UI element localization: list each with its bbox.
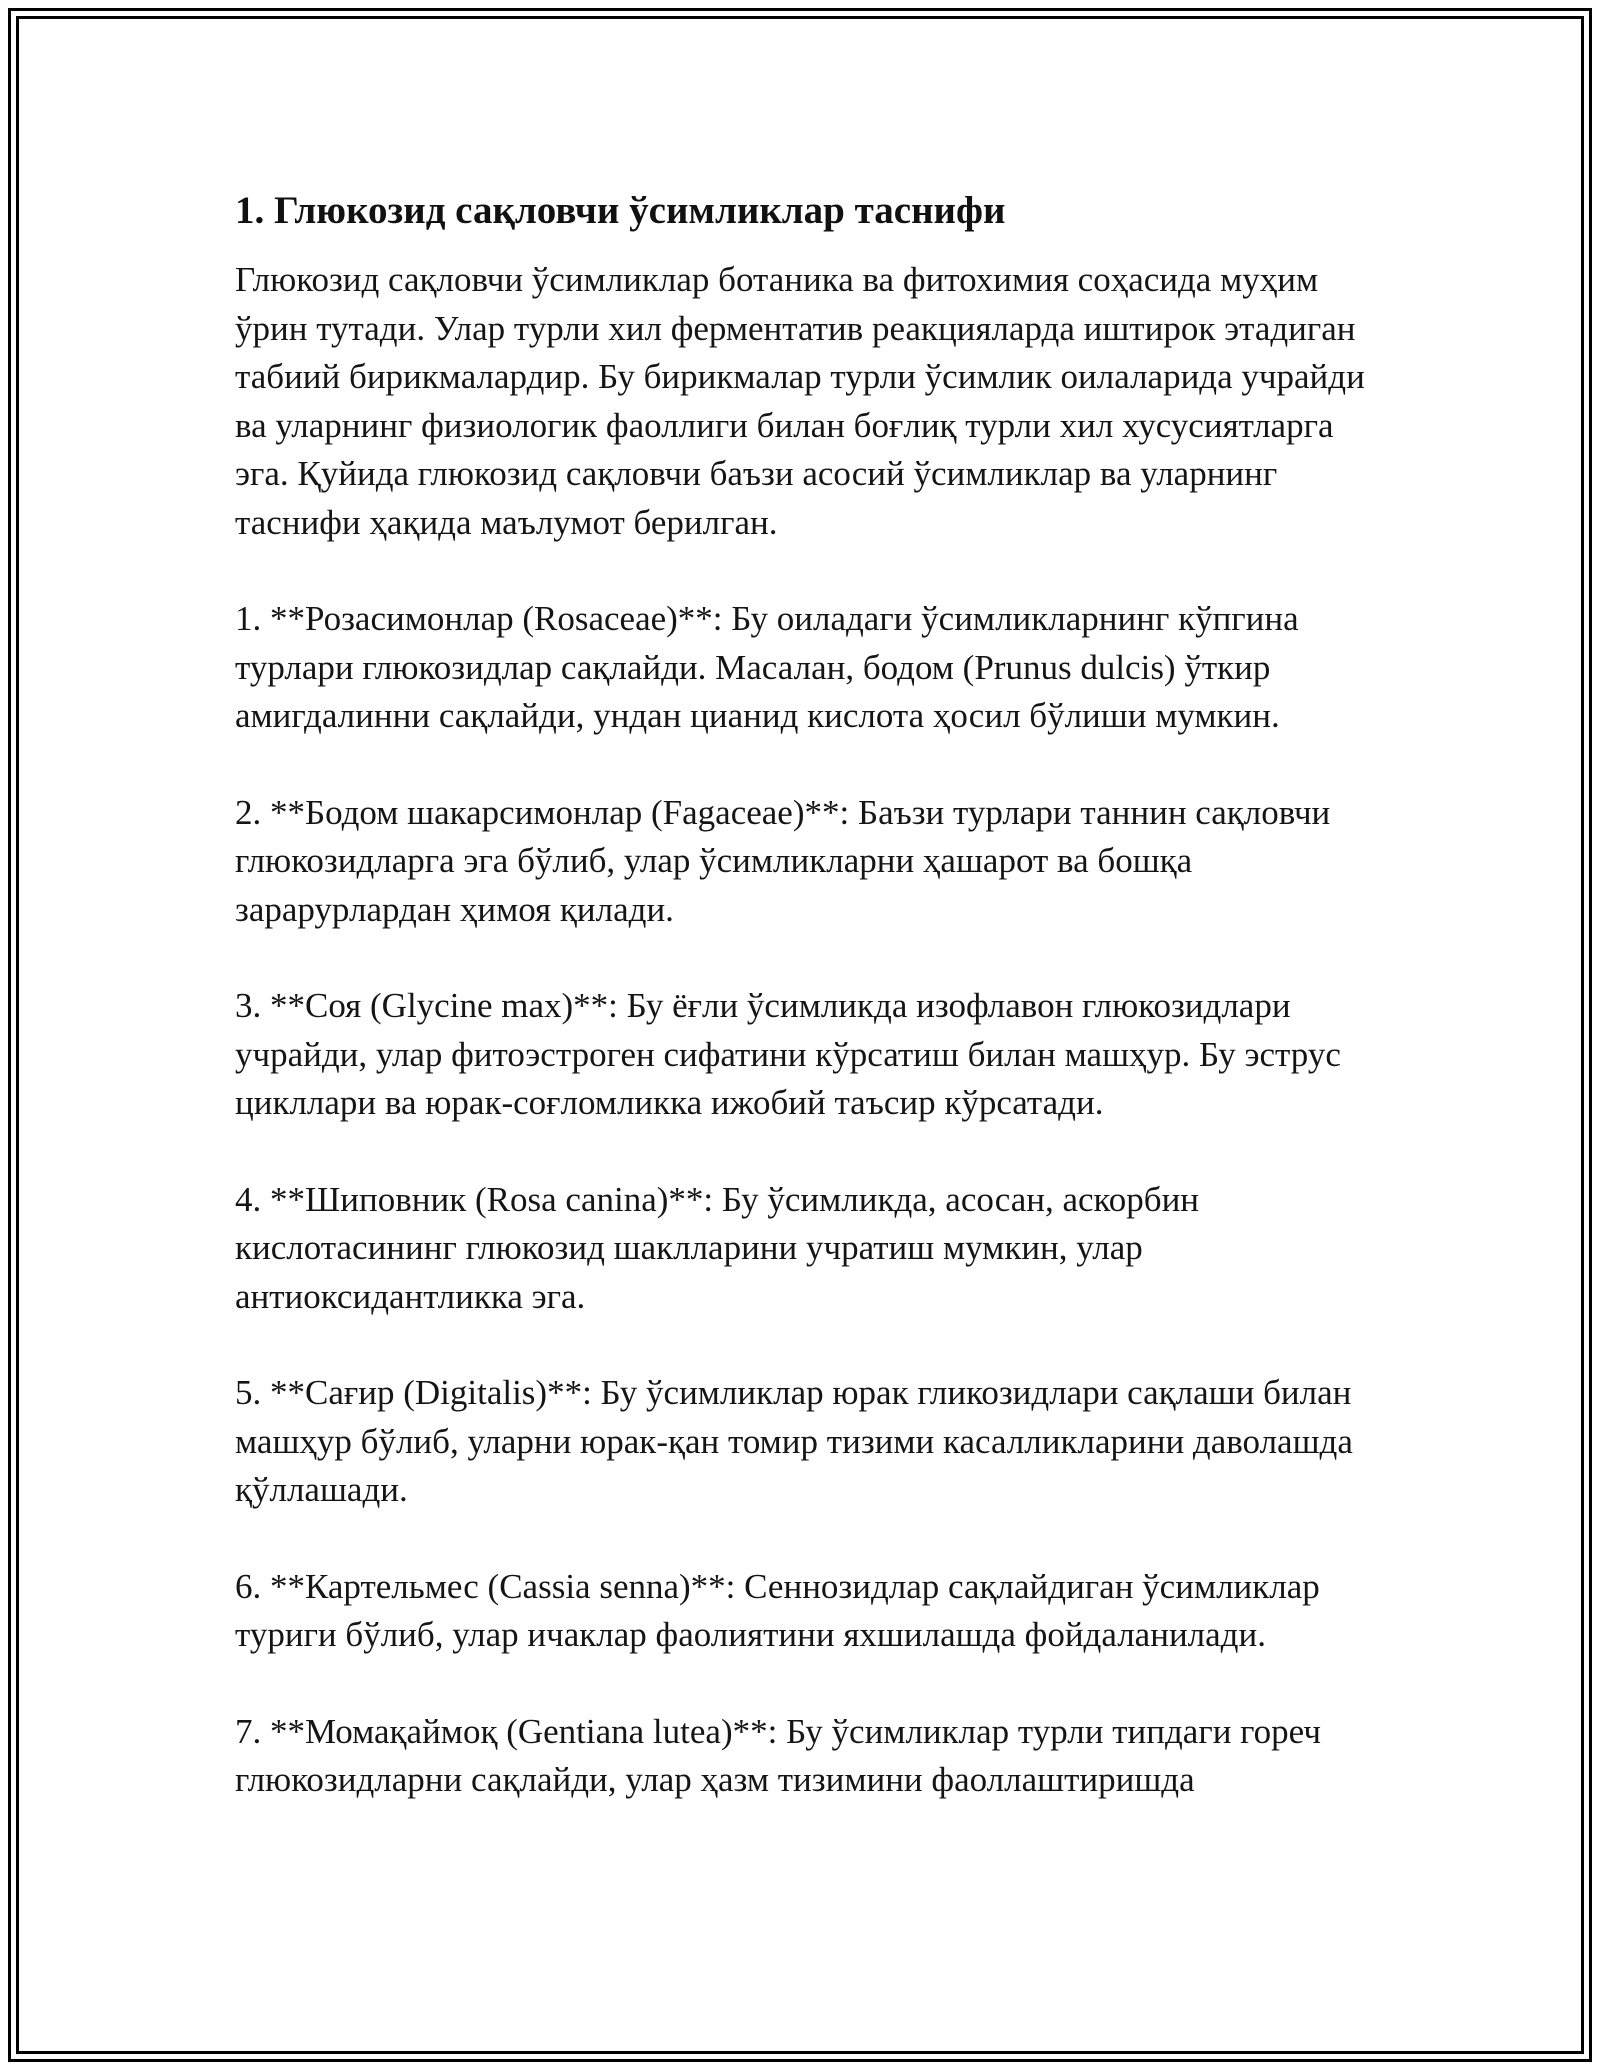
- list-item-rosaceae: 1. **Розасимонлар (Rosaceae)**: Бу оиладаги ўсимликларнинг кўпгина турлари глюкозидлар сақлайди. Масалан, бодом (Prunus dulcis) ўткир амигдалинни сақлайди, ундан цианид кислота ҳосил бўлиши мумкин.: [235, 599, 1299, 735]
- list-item-fagaceae: 2. **Бодом шакарсимонлар (Fagaceae)**: Баъзи турлари таннин сақловчи глюкозидларга эга бўлиб, улар ўсимликларни ҳашарот ва бошқа зарарурлардан ҳимоя қилади.: [235, 792, 1331, 929]
- list-item-glycine-max: 3. **Соя (Glycine max)**: Бу ёғли ўсимликда изофлавон глюкозидлари учрайди, улар фитоэстроген сифатини кўрсатиш билан машҳур. Бу эструс цикллари ва юрак-соғломликка ижобий таъсир кўрсатади.: [235, 986, 1341, 1122]
- list-item-digitalis: 5. **Сағир (Digitalis)**: Бу ўсимликлар юрак гликозидлари сақлаши билан машҳур бўлиб, уларни юрак-қан томир тизими касалликларини даволашда қўллашади.: [235, 1373, 1353, 1509]
- section-heading: 1. Глюкозид сақловчи ўсимликлар таснифи: [235, 189, 1006, 232]
- intro-paragraph: Глюкозид сақловчи ўсимликлар ботаника ва фитохимия соҳасида муҳим ўрин тутади. Улар турли хил ферментатив реакцияларда иштирок этадиган табиий бирикмалардир. Бу бирикмалар турли ўсимлик оилаларида учрайди ва уларнинг физиологик фаоллиги билан боғлиқ турли хил хусусиятларга эга. Қуйида глюкозид сақловчи баъзи асосий ўсимликлар ва уларнинг таснифи ҳақида маълумот берилган.: [235, 260, 1365, 542]
- list-item-cassia-senna: 6. **Картельмес (Cassia senna)**: Сеннозидлар сақлайдиган ўсимликлар туриги бўлиб, улар ичаклар фаолиятини яхшилашда фойдаланилади.: [235, 1566, 1320, 1654]
- document-body: [235, 186, 1365, 1805]
- list-item-gentiana-lutea: 7. **Момақаймоқ (Gentiana lutea)**: Бу ўсимликлар турли типдаги гореч глюкозидларни сақлайди, улар ҳазм тизимини фаоллаштиришда: [235, 1711, 1321, 1799]
- list-item-rosa-canina: 4. **Шиповник (Rosa canina)**: Бу ўсимликда, асосан, аскорбин кислотасининг глюкозид шаклларини учратиш мумкин, улар антиоксидантликка эга.: [235, 1179, 1200, 1316]
